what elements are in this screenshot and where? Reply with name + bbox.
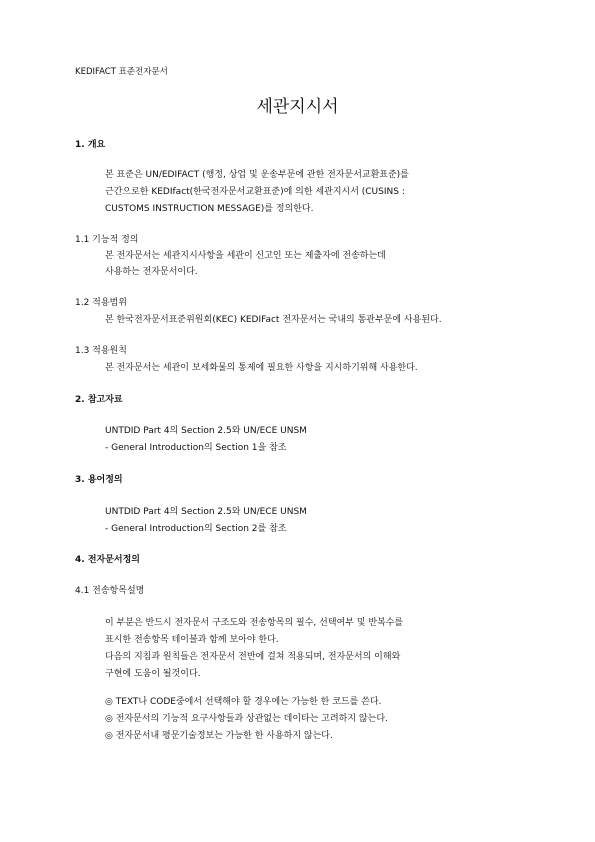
section-4-1-line-1: 이 부분은 반드시 전자문서 구조도와 전송항목의 필수, 선택여부 및 반복수를: [105, 618, 404, 628]
section-1-line-1: 본 표준은 UN/EDIFACT (행정, 상업 및 운송부문에 관한 전자문서교환표준)를: [105, 170, 409, 180]
section-4-heading: 4. 전자문서정의: [75, 555, 140, 565]
section-4-1-line-2: 표시한 전송항목 테이블과 함께 보아야 한다.: [105, 635, 279, 645]
section-4-1-bullet-2: ◎ 전자문서의 기능적 요구사항들과 상관없는 데이타는 고려하지 않는다.: [105, 714, 388, 724]
section-1-3-line-1: 본 전자문서는 세관이 보세화물의 통제에 필요한 사항을 지시하기위해 사용한다.: [105, 363, 418, 373]
section-2-heading: 2. 참고자료: [75, 395, 123, 405]
section-1-line-3: CUSTOMS INSTRUCTION MESSAGE)를 정의한다.: [105, 204, 314, 214]
section-4-1-line-4: 구현에 도움이 될것이다.: [105, 669, 201, 679]
section-4-1-bullet-3: ◎ 전자문서내 평문기술정보는 가능한 한 사용하지 않는다.: [105, 731, 333, 741]
section-1-1-line-1: 본 전자문서는 세관지시사항을 세관이 신고인 또는 제출자에 전송하는데: [105, 251, 386, 261]
section-1-line-2: 근간으로한 KEDIfact(한국전자문서교환표준)에 의한 세관지시서 (CUSINS :: [105, 187, 405, 197]
section-4-1-line-3: 다음의 지침과 원칙들은 전자문서 전반에 걸쳐 적용되며, 전자문서의 이해와: [105, 652, 401, 662]
section-4-1-bullet-1: ◎ TEXT나 CODE중에서 선택해야 할 경우에는 가능한 한 코드를 쓴다.: [105, 697, 382, 707]
section-1-1-line-2: 사용하는 전자문서이다.: [105, 267, 198, 277]
section-1-2-line-1: 본 한국전자문서표준위원회(KEC) KEDIFact 전자문서는 국내의 통관부문에 사용된다.: [105, 315, 442, 325]
section-3-line-1: UNTDID Part 4의 Section 2.5와 UN/ECE UNSM: [105, 507, 307, 517]
section-3-line-2: - General Introduction의 Section 2를 참조: [105, 524, 287, 534]
section-1-heading: 1. 개요: [75, 140, 106, 150]
section-4-1-heading: 4.1 전송항목설명: [75, 586, 145, 596]
section-1-1-heading: 1.1 기능적 정의: [75, 235, 139, 245]
document-header: KEDIFACT 표준전자문서: [75, 67, 168, 77]
section-1-2-heading: 1.2 적용범위: [75, 298, 127, 308]
section-2-line-2: - General Introduction의 Section 1을 참조: [105, 443, 287, 453]
section-1-3-heading: 1.3 적용원칙: [75, 346, 127, 356]
section-2-line-1: UNTDID Part 4의 Section 2.5와 UN/ECE UNSM: [105, 426, 307, 436]
page-title: 세관지시서: [256, 97, 339, 117]
section-3-heading: 3. 용어정의: [75, 475, 123, 485]
